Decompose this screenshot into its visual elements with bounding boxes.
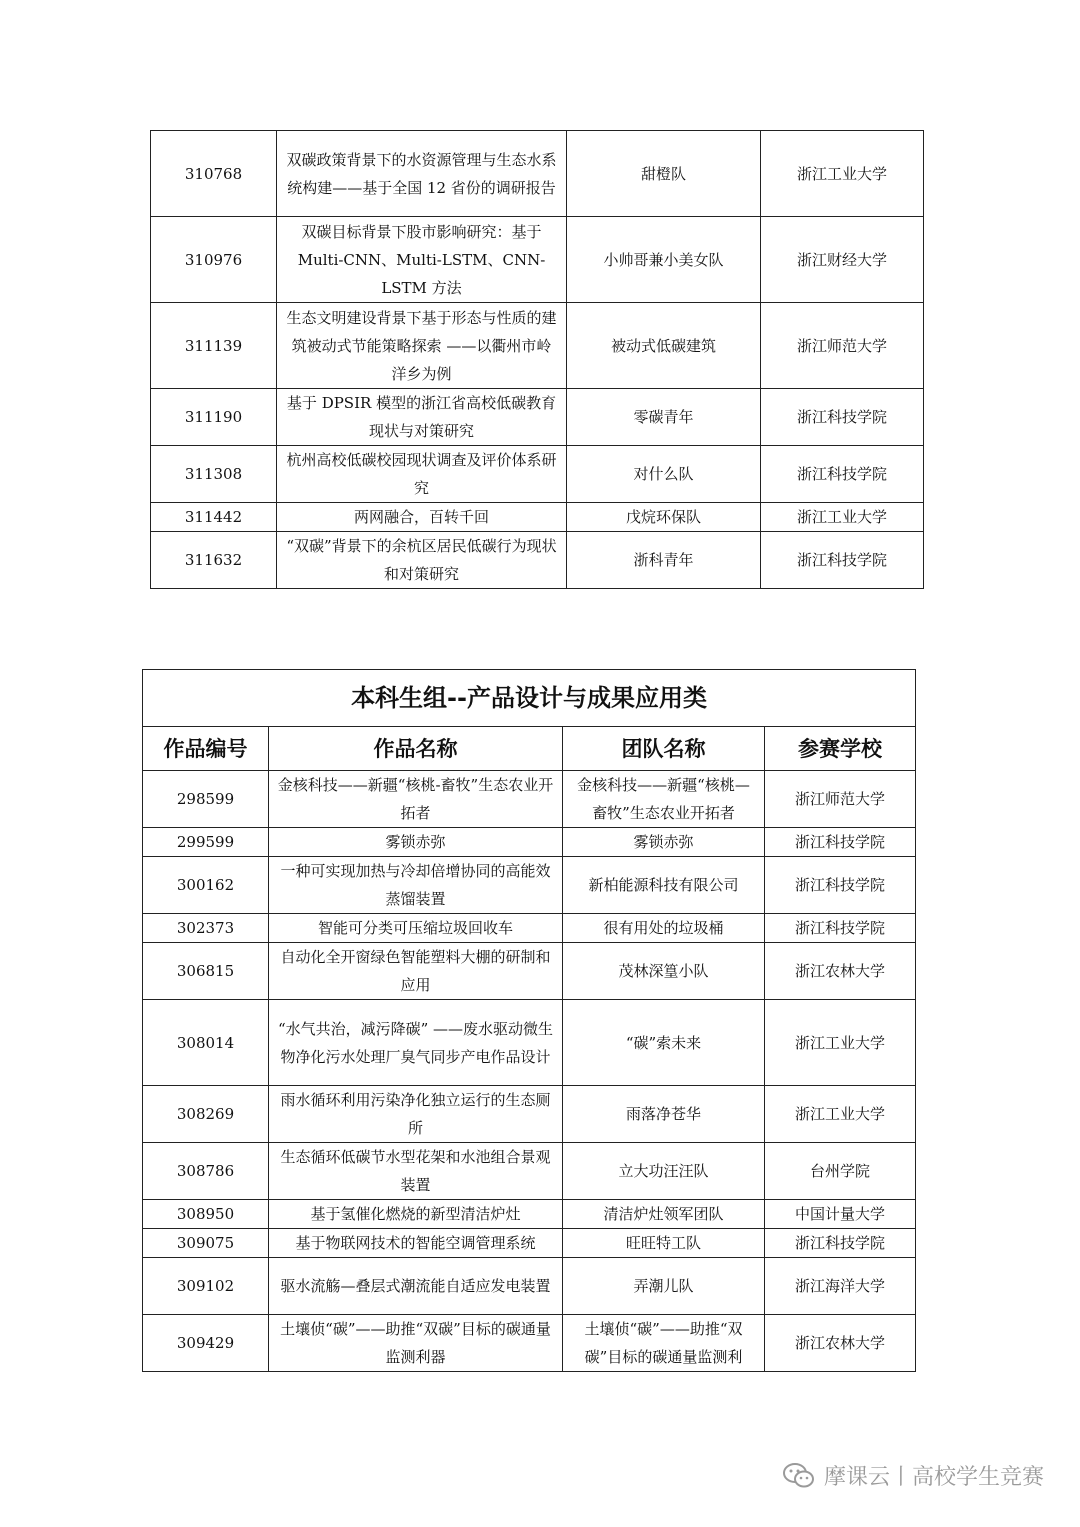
table-row [143,1315,916,1372]
cell-team: 小帅哥兼小美女队 [567,217,761,303]
cell-id: 309102 [143,1258,269,1315]
cell-team: 立大功汪汪队 [563,1143,765,1200]
cell-team: “碳”索未来 [563,1000,765,1086]
table-row [143,857,916,914]
cell-school: 台州学院 [765,1143,916,1200]
cell-school: 浙江工业大学 [761,503,924,532]
cell-id: 306815 [143,943,269,1000]
cell-team: 很有用处的垃圾桶 [563,914,765,943]
cell-name: “双碳”背景下的余杭区居民低碳行为现状和对策研究 [277,532,567,589]
table-row [151,217,924,303]
wechat-icon [782,1462,816,1490]
cell-name: “水气共治，减污降碳” ——废水驱动微生物净化污水处理厂臭气同步产电作品设计 [269,1000,563,1086]
cell-team: 浙科青年 [567,532,761,589]
table-row [143,1086,916,1143]
results-table-continued [150,130,924,589]
cell-id: 298599 [143,771,269,828]
header-school: 参赛学校 [765,727,916,771]
cell-id: 299599 [143,828,269,857]
cell-name: 雾锁赤弥 [269,828,563,857]
cell-id: 311632 [151,532,277,589]
cell-team: 清洁炉灶领军团队 [563,1200,765,1229]
table-row [143,828,916,857]
cell-id: 311442 [151,503,277,532]
cell-id: 311308 [151,446,277,503]
cell-id: 310976 [151,217,277,303]
table-row [143,1258,916,1315]
cell-team: 雾锁赤弥 [563,828,765,857]
cell-school: 浙江师范大学 [761,303,924,389]
table-row [143,1000,916,1086]
cell-name: 双碳目标背景下股市影响研究：基于 Multi-CNN、Multi-LSTM、CNN-LSTM 方法 [277,217,567,303]
watermark-text: 摩课云丨高校学生竞赛 [823,1465,1044,1490]
cell-name: 土壤侦“碳”——助推“双碳”目标的碳通量监测利器 [269,1315,563,1372]
cell-id: 311190 [151,389,277,446]
table-row [151,446,924,503]
cell-school: 浙江海洋大学 [765,1258,916,1315]
cell-id: 308950 [143,1200,269,1229]
cell-school: 浙江科技学院 [761,532,924,589]
table-row [151,303,924,389]
cell-school: 浙江科技学院 [765,828,916,857]
table-row [143,943,916,1000]
cell-name: 自动化全开窗绿色智能塑料大棚的研制和应用 [269,943,563,1000]
cell-team: 茂林深篁小队 [563,943,765,1000]
cell-school: 浙江科技学院 [765,914,916,943]
cell-school: 浙江财经大学 [761,217,924,303]
results-table-product-design [142,669,916,1372]
cell-id: 311139 [151,303,277,389]
cell-id: 309075 [143,1229,269,1258]
cell-team: 旺旺特工队 [563,1229,765,1258]
cell-name: 智能可分类可压缩垃圾回收车 [269,914,563,943]
cell-school: 浙江工业大学 [761,131,924,217]
cell-name: 一种可实现加热与冷却倍增协同的高能效蒸馏装置 [269,857,563,914]
table-row [151,389,924,446]
header-team: 团队名称 [563,727,765,771]
cell-name: 生态循环低碳节水型花架和水池组合景观装置 [269,1143,563,1200]
table-row [151,503,924,532]
cell-name: 双碳政策背景下的水资源管理与生态水系统构建——基于全国 12 省份的调研报告 [277,131,567,217]
header-name: 作品名称 [269,727,563,771]
cell-school: 浙江科技学院 [761,446,924,503]
cell-school: 浙江科技学院 [761,389,924,446]
table-row [151,131,924,217]
cell-name: 金核科技——新疆“核桃-畜牧”生态农业开拓者 [269,771,563,828]
watermark [782,1460,1044,1491]
cell-id: 308786 [143,1143,269,1200]
table-row [143,1143,916,1200]
cell-id: 302373 [143,914,269,943]
cell-school: 浙江师范大学 [765,771,916,828]
cell-school: 浙江工业大学 [765,1000,916,1086]
cell-team: 被动式低碳建筑 [567,303,761,389]
table-row [151,532,924,589]
table-row [143,914,916,943]
cell-id: 310768 [151,131,277,217]
table-title: 本科生组--产品设计与成果应用类 [143,670,916,727]
cell-school: 浙江农林大学 [765,1315,916,1372]
cell-id: 300162 [143,857,269,914]
cell-team: 零碳青年 [567,389,761,446]
cell-team: 土壤侦“碳”——助推“双碳”目标的碳通量监测利 [563,1315,765,1372]
cell-team: 戊烷环保队 [567,503,761,532]
cell-team: 雨落净苍华 [563,1086,765,1143]
cell-name: 驱水流觞—叠层式潮流能自适应发电装置 [269,1258,563,1315]
cell-name: 生态文明建设背景下基于形态与性质的建筑被动式节能策略探索 ——以衢州市岭洋乡为例 [277,303,567,389]
table-row [143,771,916,828]
cell-team: 金核科技——新疆“核桃—畜牧”生态农业开拓者 [563,771,765,828]
cell-id: 308014 [143,1000,269,1086]
table-row [143,1229,916,1258]
cell-name: 基于 DPSIR 模型的浙江省高校低碳教育现状与对策研究 [277,389,567,446]
cell-name: 基于氢催化燃烧的新型清洁炉灶 [269,1200,563,1229]
cell-school: 浙江工业大学 [765,1086,916,1143]
cell-id: 309429 [143,1315,269,1372]
cell-name: 两网融合，百转千回 [277,503,567,532]
cell-team: 对什么队 [567,446,761,503]
cell-school: 浙江农林大学 [765,943,916,1000]
cell-id: 308269 [143,1086,269,1143]
cell-name: 杭州高校低碳校园现状调查及评价体系研究 [277,446,567,503]
cell-team: 甜橙队 [567,131,761,217]
cell-school: 浙江科技学院 [765,857,916,914]
cell-team: 新柏能源科技有限公司 [563,857,765,914]
header-id: 作品编号 [143,727,269,771]
table-row [143,1200,916,1229]
cell-school: 浙江科技学院 [765,1229,916,1258]
cell-school: 中国计量大学 [765,1200,916,1229]
cell-team: 弄潮儿队 [563,1258,765,1315]
cell-name: 基于物联网技术的智能空调管理系统 [269,1229,563,1258]
cell-name: 雨水循环利用污染净化独立运行的生态厕所 [269,1086,563,1143]
